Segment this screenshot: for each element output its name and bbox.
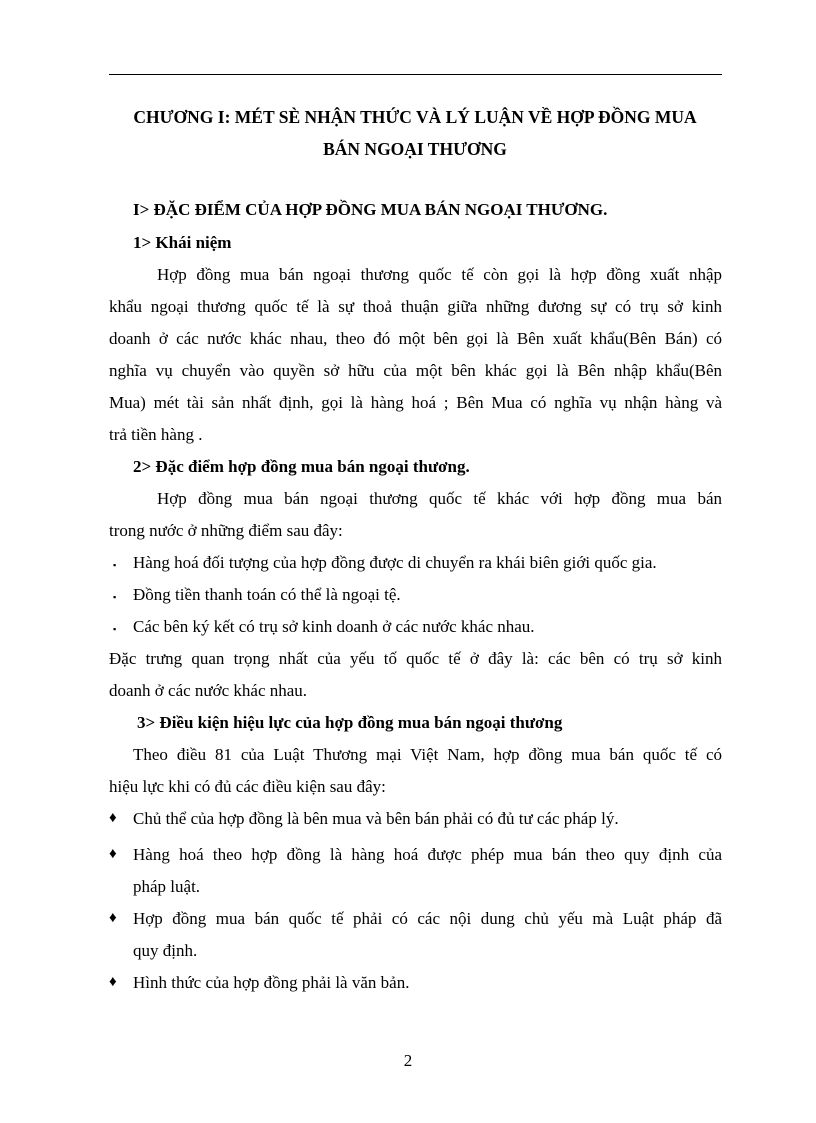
diamond-bullet-icon: ♦: [109, 974, 117, 990]
sub2-heading: 2> Đặc điểm hợp đồng mua bán ngoại thương.: [133, 457, 470, 476]
chapter-title: [100, 101, 730, 165]
diamond-bullet-icon: ♦: [109, 846, 117, 862]
condition-text: Chủ thể của hợp đồng là bên mua và bên bán phải có đủ tư các pháp lý.: [133, 809, 619, 828]
condition-text: quy định.: [133, 941, 198, 960]
diamond-bullet-icon: ♦: [109, 810, 117, 826]
bullet-text: Hàng hoá đối tượng của hợp đồng được di chuyển ra khái biên giới quốc gia.: [133, 553, 657, 572]
bullet-text: Các bên ký kết có trụ sở kinh doanh ở các nước khác nhau.: [133, 617, 535, 636]
bullet-icon: ▪: [113, 624, 117, 634]
condition-text: pháp luật.: [133, 877, 201, 896]
paragraph-line: trả tiền hàng .: [109, 425, 203, 444]
bullet-icon: ▪: [113, 592, 117, 602]
section-heading: I> ĐẶC ĐIỂM CỦA HỢP ĐỒNG MUA BÁN NGOẠI THƯƠNG.: [133, 200, 608, 219]
paragraph-line: Mua) mét tài sản nhất định, gọi là hàng hoá ; Bên Mua có nghĩa vụ nhận hàng và: [109, 393, 722, 412]
diamond-bullet-icon: ♦: [109, 910, 117, 926]
paragraph-line: nghĩa vụ chuyển vào quyền sở hữu của một bên khác gọi là Bên nhập khẩu(Bên: [109, 361, 722, 380]
sub3-heading: 3> Điều kiện hiệu lực của hợp đồng mua bán ngoại thương: [137, 713, 563, 732]
sub1-heading: 1> Khái niệm: [133, 233, 232, 252]
chapter-title-line-1: CHƯƠNG I: MÉT SÈ NHẬN THỨC VÀ LÝ LUẬN VỀ HỢP ĐỒNG MUA: [133, 107, 697, 127]
bullet-icon: ▪: [113, 560, 117, 570]
paragraph-line: Đặc trưng quan trọng nhất của yếu tố quốc tế ở đây là: các bên có trụ sở kinh: [109, 649, 722, 668]
paragraph-line: trong nước ở những điểm sau đây:: [109, 521, 343, 540]
paragraph-line: Theo điều 81 của Luật Thương mại Việt Nam, hợp đồng mua bán quốc tế có: [133, 745, 722, 764]
paragraph-line: doanh ở các nước khác nhau, theo đó một bên gọi là Bên xuất khẩu(Bên Bán) có: [109, 329, 722, 348]
condition-text: Hình thức của hợp đồng phải là văn bản.: [133, 973, 410, 992]
paragraph-line: doanh ở các nước khác nhau.: [109, 681, 308, 700]
paragraph-line: hiệu lực khi có đủ các điều kiện sau đây:: [109, 777, 386, 796]
paragraph-line: Hợp đồng mua bán ngoại thương quốc tế còn gọi là hợp đồng xuất nhập: [157, 265, 722, 284]
condition-text: Hợp đồng mua bán quốc tế phải có các nội dung chủ yếu mà Luật pháp đã: [133, 909, 722, 928]
paragraph-line: khẩu ngoại thương quốc tế là sự thoả thuận giữa những đương sự có trụ sở kinh: [109, 297, 722, 316]
header-rule: [109, 74, 722, 75]
chapter-title-line-2: BÁN NGOẠI THƯƠNG: [323, 139, 507, 159]
page-number: 2: [403, 1051, 413, 1070]
condition-text: Hàng hoá theo hợp đồng là hàng hoá được phép mua bán theo quy định của: [133, 845, 722, 864]
paragraph-line: Hợp đồng mua bán ngoại thương quốc tế khác với hợp đồng mua bán: [157, 489, 722, 508]
bullet-text: Đồng tiền thanh toán có thể là ngoại tệ.: [133, 585, 401, 604]
